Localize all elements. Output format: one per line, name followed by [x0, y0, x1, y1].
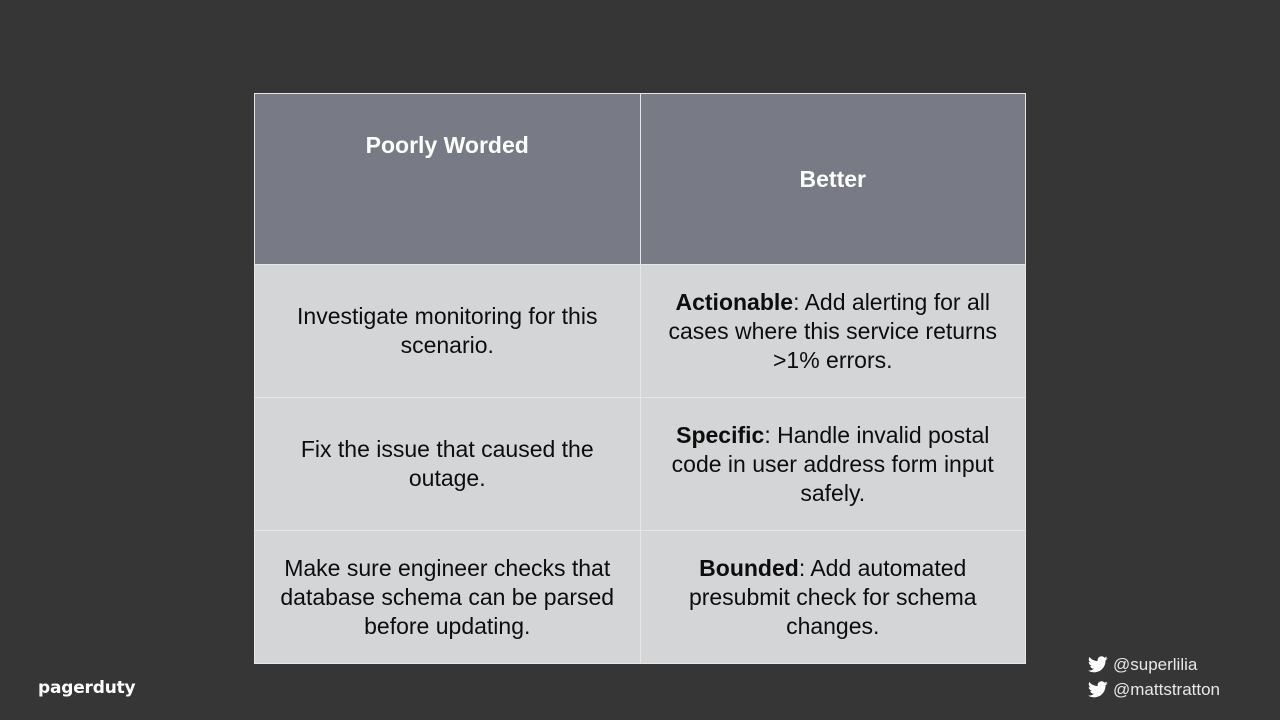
poor-cell: Make sure engineer checks that database schema can be parsed before updating.: [255, 531, 641, 664]
comparison-table-grid: [254, 93, 1026, 664]
better-cell: [640, 265, 1026, 398]
table-row: [255, 398, 1026, 531]
better-label: Bounded: [699, 554, 799, 581]
better-cell: [640, 531, 1026, 664]
handle-mattstratton: [1088, 677, 1220, 702]
comparison-table: [254, 93, 1026, 639]
header-better: Better: [640, 94, 1026, 265]
pagerduty-logo: pagerduty: [38, 678, 136, 698]
table-row: [255, 531, 1026, 664]
twitter-bird-icon: [1088, 656, 1108, 673]
better-text: : Handle invalid postal code in user address form input safely.: [671, 421, 994, 506]
better-text: : Add alerting for all cases where this service returns >1% errors.: [668, 288, 997, 373]
better-text: : Add automated presubmit check for schema changes.: [688, 554, 977, 639]
table-header-row: [255, 94, 1026, 265]
handle-text: @superlilia: [1113, 654, 1198, 674]
header-poorly-worded: Poorly Worded: [255, 94, 641, 265]
better-label: Actionable: [675, 288, 794, 315]
poor-cell: Investigate monitoring for this scenario.: [255, 265, 641, 398]
twitter-bird-icon: [1088, 681, 1108, 698]
poor-cell: Fix the issue that caused the outage.: [255, 398, 641, 531]
table-row: [255, 265, 1026, 398]
handle-text: @mattstratton: [1113, 679, 1221, 699]
social-handles: [1088, 652, 1220, 702]
better-label: Specific: [676, 421, 765, 448]
handle-superlilia: [1088, 652, 1220, 677]
better-cell: [640, 398, 1026, 531]
